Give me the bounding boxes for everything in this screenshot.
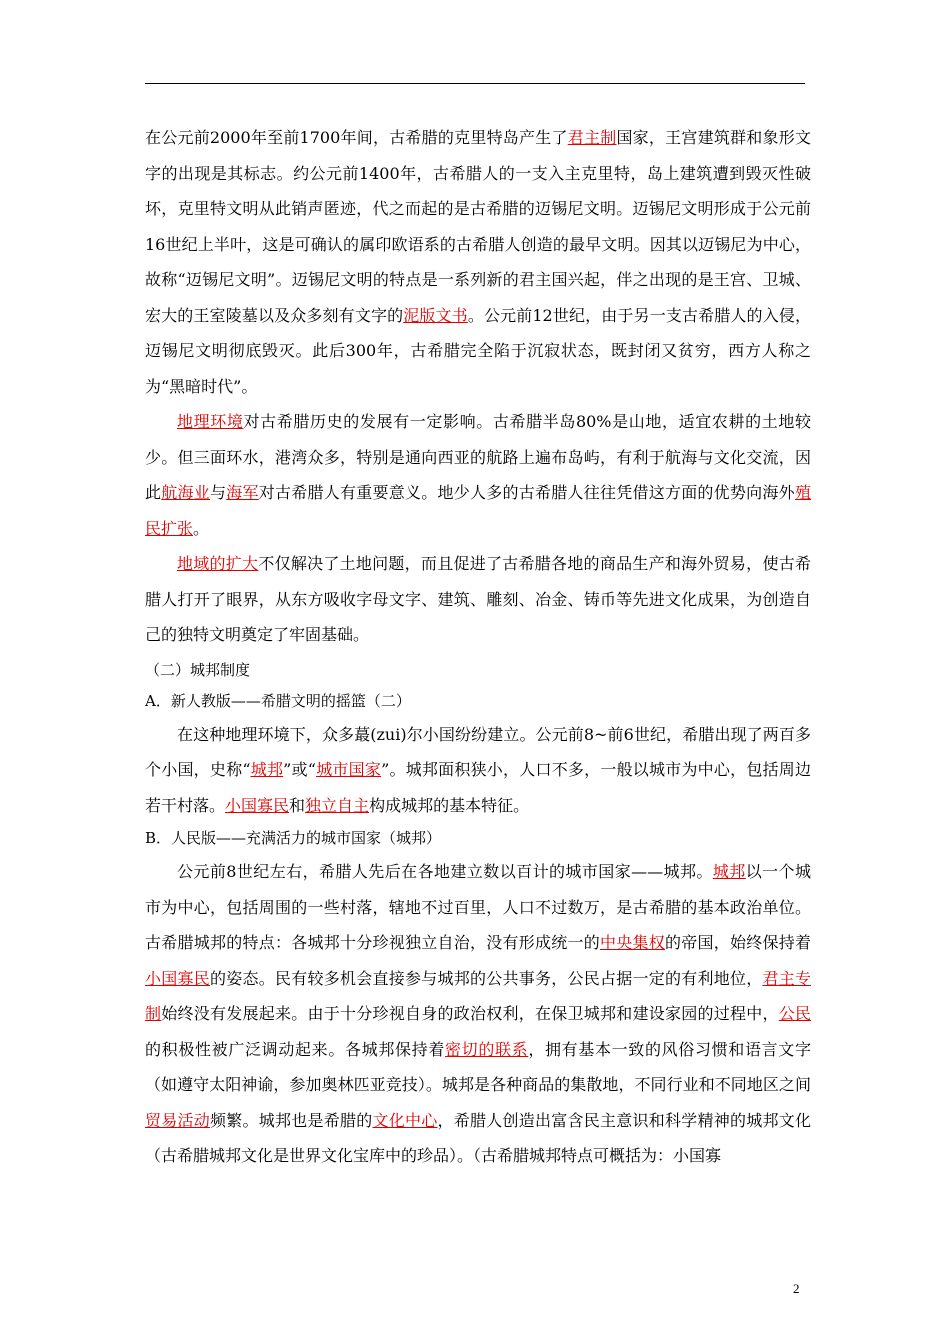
paragraph-geography xyxy=(145,404,811,546)
text: 对古希腊人有重要意义。地少人多的古希腊人往往凭借这方面的优势向海外 xyxy=(258,483,795,502)
keyword-link[interactable]: 城市国家 xyxy=(315,760,382,779)
paragraph-city-states-a xyxy=(145,717,811,824)
keyword-link[interactable]: 城邦 xyxy=(712,862,746,881)
text: 的姿态。民有较多机会直接参与城邦的公共事务，公民占据一定的有利地位， xyxy=(210,968,763,988)
text: 公元前8世纪左右，希腊人先后在各地建立数以百计的城市国家——城邦。 xyxy=(177,862,713,881)
text: 对古希腊历史的发展有一定影响。古希腊半岛80%是山地，适宜农耕的土地较少。但三面环水，港湾众多，特别是通向西亚的航路上遍布岛屿，有利于航海与文化交流，因此 xyxy=(145,412,811,502)
keyword-link[interactable]: 城邦 xyxy=(250,760,284,779)
paragraph-city-states-b xyxy=(145,854,811,1174)
text: 的帝国，始终保持着 xyxy=(664,933,811,952)
keyword-link[interactable]: 独立自主 xyxy=(305,795,370,815)
keyword-link[interactable]: 小国寡民 xyxy=(225,795,290,815)
text: 与 xyxy=(210,483,227,502)
text: 和 xyxy=(289,795,306,815)
keyword-link[interactable]: 公民 xyxy=(778,1004,811,1023)
keyword-link[interactable]: 文化中心 xyxy=(372,1110,438,1130)
text: ”。城邦面积狭小，人口不多，一般以城市为中心，包括周边若干村落。 xyxy=(145,760,811,815)
keyword-link[interactable]: 密切的联系 xyxy=(444,1039,529,1059)
keyword-link[interactable]: 殖民扩张 xyxy=(145,483,811,538)
keyword-link[interactable]: 贸易活动 xyxy=(145,1110,210,1130)
paragraph-mycenaean xyxy=(145,120,811,404)
keyword-link[interactable]: 地理环境 xyxy=(177,412,244,431)
keyword-link[interactable]: 航海业 xyxy=(161,483,210,502)
text: ，拥有基本一致的风俗习惯和语言文字（如遵守太阳神谕，参加奥林匹亚竞技）。城邦是各种商品的集散地，不同行业和不同地区之间 xyxy=(145,1039,811,1094)
keyword-link[interactable]: 君主专制 xyxy=(145,968,811,1023)
page-number: 2 xyxy=(793,1281,800,1296)
subsection-heading-a: A．新人教版——希腊文明的摇篮（二） xyxy=(145,691,411,710)
text: 始终没有发展起来。由于十分珍视自身的政治权利，在保卫城邦和建设家园的过程中， xyxy=(161,1004,779,1023)
subsection-heading-b: B．人民版——充满活力的城市国家（城邦） xyxy=(145,829,442,847)
text: 频繁。城邦也是希腊的 xyxy=(210,1110,373,1130)
header-rule xyxy=(145,83,805,84)
text: 在公元前2000年至前1700年间，古希腊的克里特岛产生了 xyxy=(145,128,568,147)
keyword-link[interactable]: 泥版文书 xyxy=(403,305,468,325)
keyword-link[interactable]: 中央集权 xyxy=(599,933,665,952)
document-body xyxy=(145,120,811,1174)
keyword-link[interactable]: 君主制 xyxy=(567,128,617,147)
text: ”或“ xyxy=(283,760,316,779)
text: 国家，王宫建筑群和象形文字的出现是其标志。约公元前1400年，古希腊人的一支入主克里特，岛上建筑遭到毁灭性破坏，克里特文明从此销声匿迹，代之而起的是古希腊的迈锡尼文明。迈锡尼文明形成于公元前16世纪上半叶，这是可确认的属印欧语系的古希腊人创造的最早文明。因其以迈锡尼为中心，故称“迈锡尼文明”。迈锡尼文明的特点是一系列新的君主国兴起，伴之出现的是王宫、卫城、宏大的王室陵墓以及众多刻有文字的 xyxy=(145,128,811,325)
keyword-link[interactable]: 小国寡民 xyxy=(145,968,210,988)
section-heading: （二）城邦制度 xyxy=(145,660,251,679)
paragraph-expansion xyxy=(145,546,811,653)
keyword-link[interactable]: 地域的扩大 xyxy=(177,554,259,573)
text: 以一个城市为中心，包括周围的一些村落，辖地不过百里，人口不过数万，是古希腊的基本政治单位。古希腊城邦的特点：各城邦十分珍视独立自治，没有形成统一的 xyxy=(145,862,811,952)
text: 构成城邦的基本特征。 xyxy=(369,795,530,815)
text: 。 xyxy=(193,518,210,538)
keyword-link[interactable]: 海军 xyxy=(226,483,259,502)
text: 。公元前12世纪，由于另一支古希腊人的入侵，迈锡尼文明彻底毁灭。此后300年，古希腊完全陷于沉寂状态，既封闭又贫穷，西方人称之为“黑暗时代”。 xyxy=(145,305,811,396)
text: 在这种地理环境下，众多蕞(zui)尔小国纷纷建立。公元前8~前6世纪，希腊出现了两百多个小国，史称“ xyxy=(145,724,811,779)
text: 不仅解决了土地问题，而且促进了古希腊各地的商品生产和海外贸易，使古希腊人打开了眼界，从东方吸收字母文字、建筑、雕刻、冶金、铸币等先进文化成果，为创造自己的独特文明奠定了牢固基础。 xyxy=(145,554,811,644)
text: 的积极性被广泛调动起来。各城邦保持着 xyxy=(145,1039,445,1059)
text: ，希腊人创造出富含民主意识和科学精神的城邦文化（古希腊城邦文化是世界文化宝库中的珍品）。（古希腊城邦特点可概括为：小国寡 xyxy=(145,1110,811,1165)
